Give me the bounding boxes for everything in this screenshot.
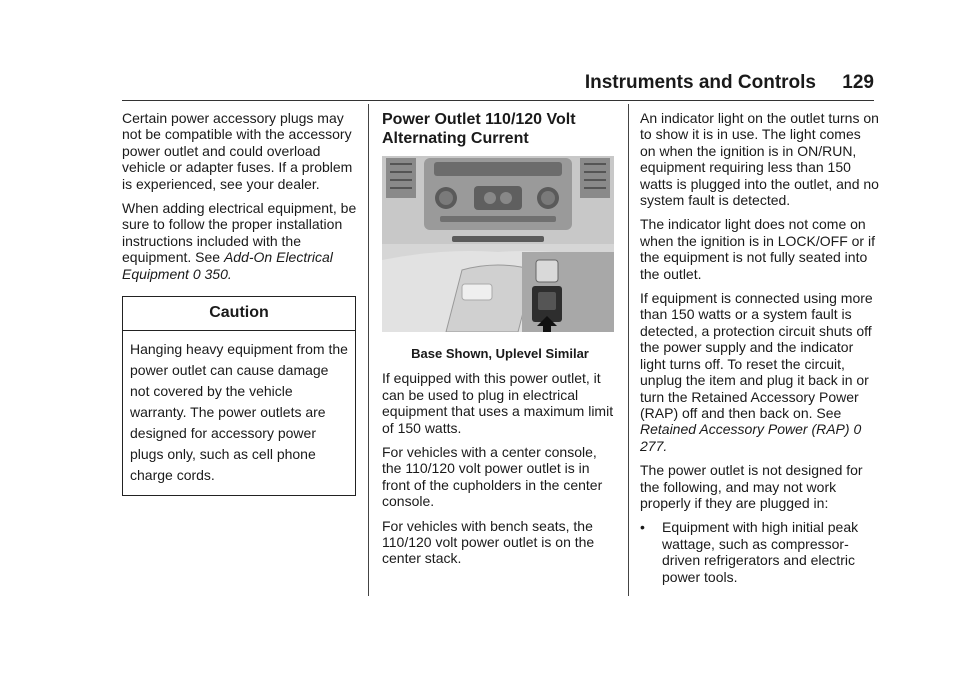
page-number: 129 [842,72,874,93]
paragraph: If equipped with this power outlet, it can be used to plug in electrical equipment that uses a maximum limit of 150 watts. [382,370,614,436]
column-2 [382,110,618,575]
section-title: Instruments and Controls [584,72,816,93]
column-3 [640,110,880,585]
cross-reference-link[interactable]: Add-On Electrical Equipment [122,249,333,282]
paragraph [640,290,880,454]
column-divider-1 [368,104,369,596]
paragraph: The indicator light does not come on when the ignition is in LOCK/OFF or if the equipment is not fully seated into the outlet. [640,216,875,282]
cross-reference-link[interactable]: Retained Accessory Power (RAP) [640,421,850,438]
caution-body: Hanging heavy equipment from the power outlet can cause damage not covered by the vehicle warranty. The power outlets are designed for accessory power plugs only, such as cell phone charge cords. [130,341,348,484]
header-rule [122,100,874,101]
paragraph-text: When adding electrical equipment, be sure to follow the proper installation instructions included with the equipment. See [122,200,357,266]
paragraph: For vehicles with a center console, the 110/120 volt power outlet is in front of the cupholders in the center console. [382,444,603,510]
caution-box [122,296,356,496]
caution-title: Caution [123,297,355,331]
paragraph: An indicator light on the outlet turns on to show it is in use. The light comes on when the ignition is in ON/RUN, equipment requiring less than 150 watts is plugged into the outlet, and no system fault is detected. [640,110,879,209]
column-divider-2 [628,104,629,596]
paragraph: The power outlet is not designed for the following, and may not work properly if they are plugged in: [640,462,863,511]
paragraph-text: If equipment is connected using more than 150 watts or a system fault is detected, a protection circuit shuts off the power supply and the indicator light turns off. To reset the circuit, unplug the item and plug it back in or turn the Retained Accessory Power (RAP) off and then back on. See [640,290,873,421]
bullet-item [640,519,880,585]
figure-caption: Base Shown, Uplevel Similar [411,346,589,361]
paragraph [122,200,358,282]
bullet-text: Equipment with high initial peak wattage, such as compressor-driven refrigerators and electric power tools. [662,519,859,585]
page-reference: 0 277. [640,421,862,454]
page-reference: 0 350. [192,265,232,282]
paragraph: Certain power accessory plugs may not be compatible with the accessory power outlet and could overload vehicle or adapter fuses. If a problem is experienced, see your dealer. [122,110,353,192]
column-1 [122,110,358,496]
console-drawing [382,156,614,332]
section-heading: Power Outlet 110/120 Volt Alternating Current [382,111,576,147]
page-header [122,70,874,98]
paragraph: For vehicles with bench seats, the 110/120 volt power outlet is on the center stack. [382,517,595,567]
bullet-mark: • [640,519,645,536]
outlet-illustration [382,156,614,332]
